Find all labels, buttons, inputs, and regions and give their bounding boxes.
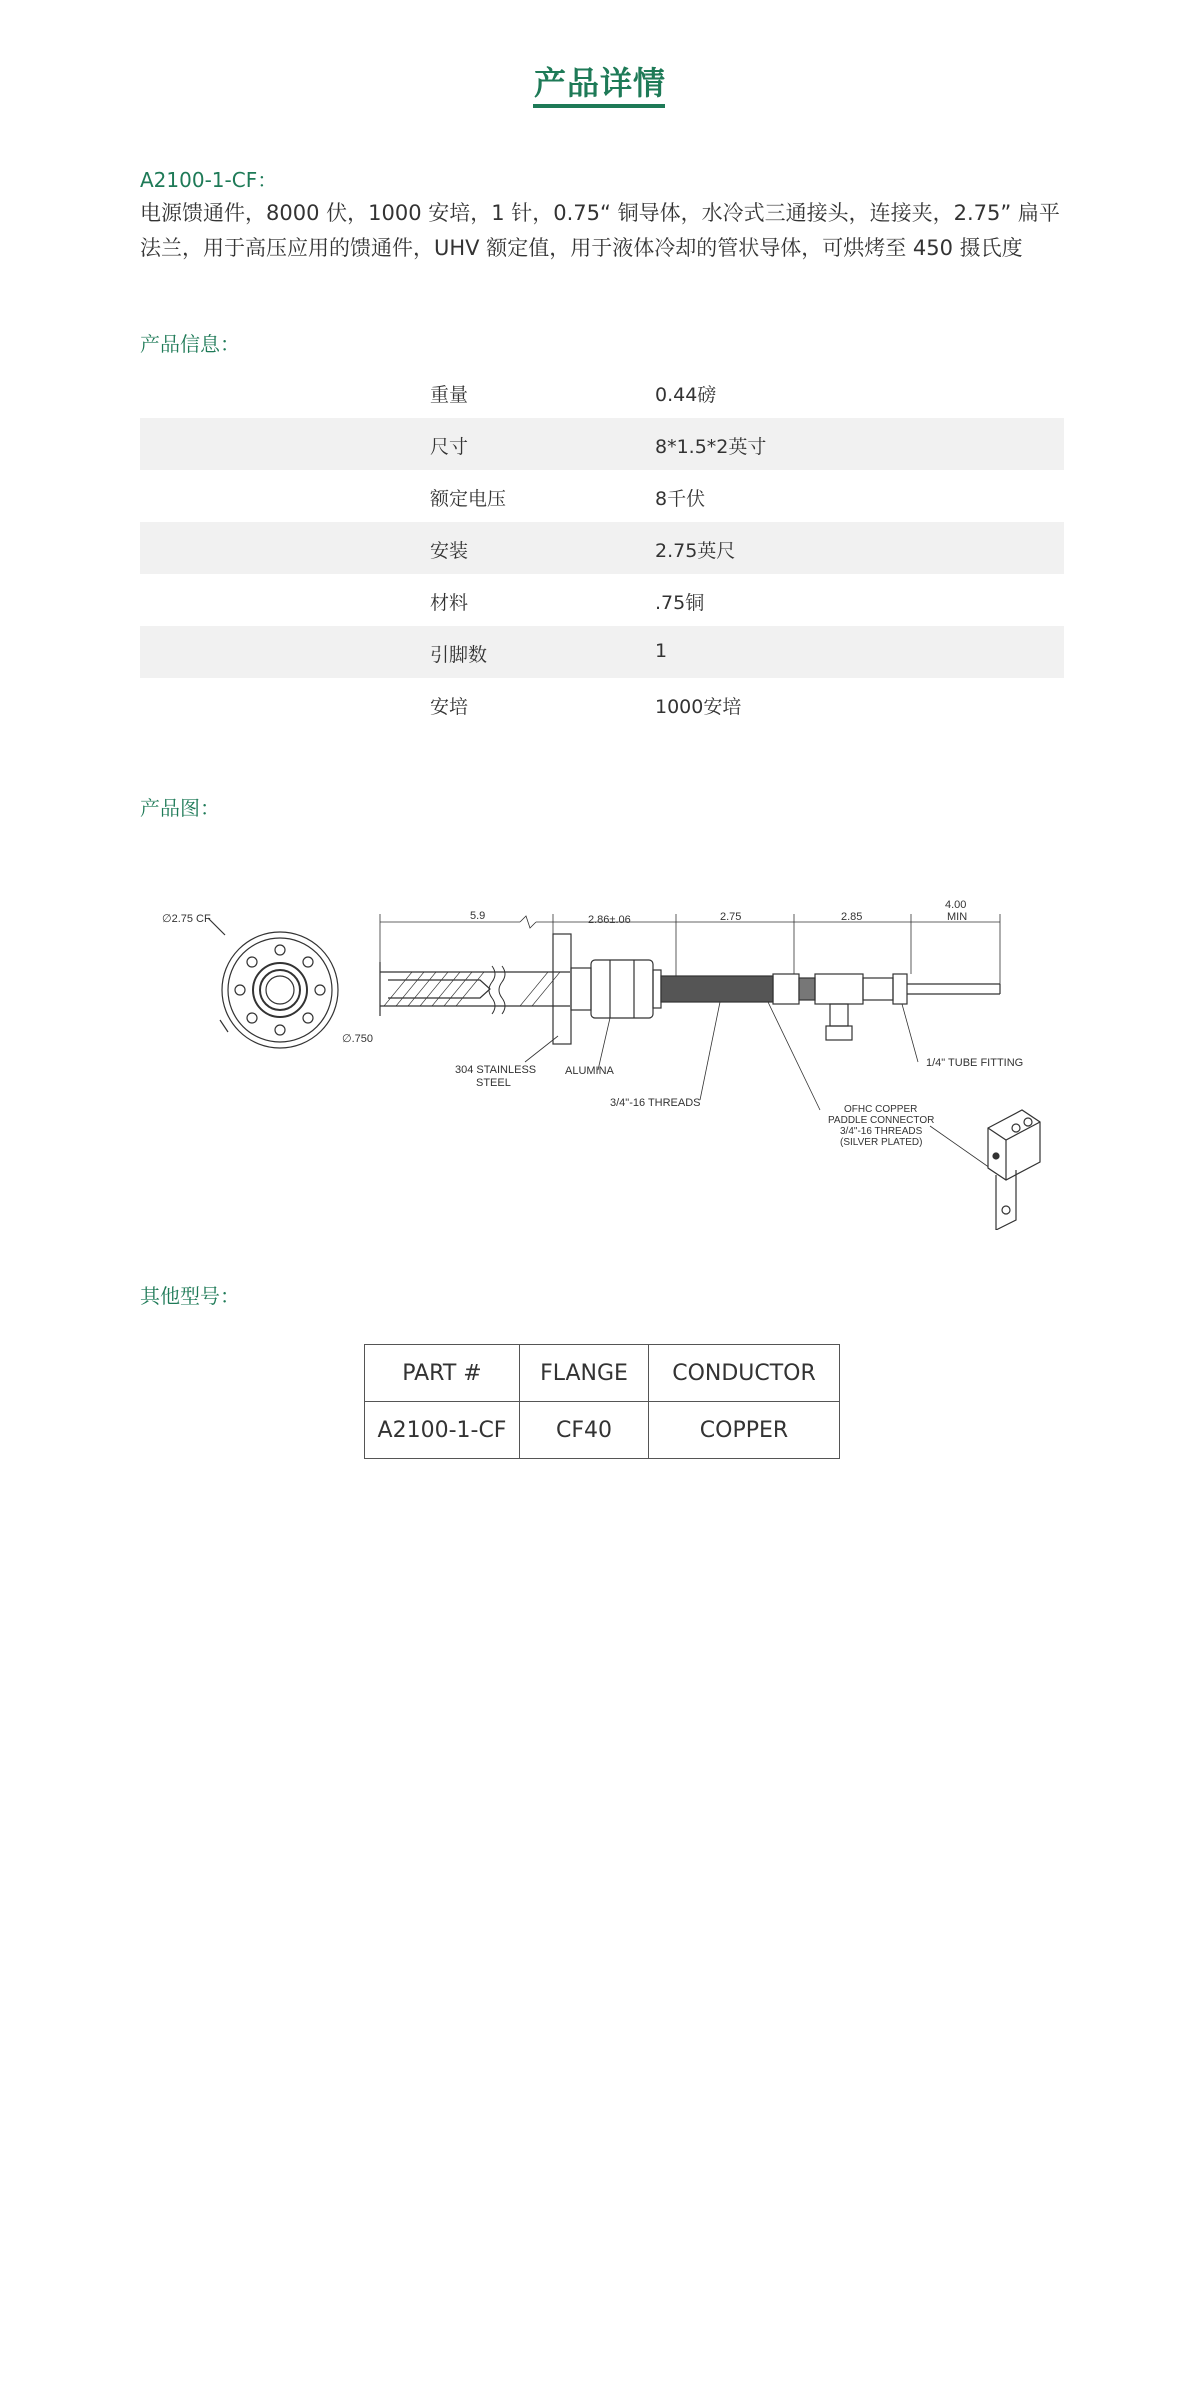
column-header: FLANGE: [520, 1345, 649, 1402]
spec-key: 安培: [430, 696, 469, 718]
product-info-label: 产品信息：: [140, 332, 240, 356]
table-cell: A2100-1-CF: [365, 1402, 520, 1459]
tube-fitting-label: 1/4" TUBE FITTING: [926, 1057, 1024, 1069]
technical-drawing: [140, 870, 1080, 1230]
title-underline: [533, 104, 665, 108]
steel-label-1: 304 STAINLESS: [455, 1064, 537, 1076]
spec-value: 0.44磅: [655, 384, 717, 406]
dim-2-85: 2.85: [841, 911, 863, 923]
flange-dia-label: ∅2.75 CF: [162, 913, 211, 925]
steel-label-2: STEEL: [476, 1077, 511, 1089]
paddle-connector: [988, 1110, 1040, 1230]
dim-2-75: 2.75: [720, 911, 742, 923]
spec-row: [140, 522, 1064, 574]
product-model: A2100-1-CF：: [140, 168, 278, 192]
spec-value: 2.75英尺: [655, 540, 736, 562]
threads-label: 3/4"-16 THREADS: [610, 1097, 701, 1109]
spec-value: 8*1.5*2英寸: [655, 436, 767, 458]
paddle-label-4: (SILVER PLATED): [840, 1137, 923, 1148]
alumina-label: ALUMINA: [565, 1065, 614, 1077]
table-cell: COPPER: [649, 1402, 840, 1459]
spec-table: [140, 366, 1064, 730]
spec-row: [140, 418, 1064, 470]
page-title: 产品详情: [533, 64, 666, 102]
spec-value: 1000安培: [655, 696, 742, 718]
paddle-label-3: 3/4"-16 THREADS: [840, 1126, 923, 1137]
spec-row: [140, 626, 1064, 678]
spec-key: 额定电压: [430, 488, 507, 510]
spec-row: [140, 366, 1064, 418]
table-row: [365, 1402, 840, 1459]
paddle-label-2: PADDLE CONNECTOR: [828, 1115, 935, 1126]
column-header: CONDUCTOR: [649, 1345, 840, 1402]
spec-key: 重量: [430, 384, 469, 406]
spec-key: 引脚数: [430, 644, 488, 666]
column-header: PART #: [365, 1345, 520, 1402]
spec-key: 安装: [430, 540, 469, 562]
product-image-label: 产品图：: [140, 796, 220, 820]
spec-value: .75铜: [655, 592, 705, 614]
spec-value: 1: [655, 640, 668, 662]
dim-4-00: 4.00: [945, 899, 967, 911]
paddle-label-1: OFHC COPPER: [844, 1104, 918, 1115]
spec-key: 尺寸: [430, 436, 469, 458]
flange-front-view: [208, 918, 338, 1048]
spec-row: [140, 574, 1064, 626]
other-models-label: 其他型号：: [140, 1284, 240, 1308]
other-models-table: [364, 1344, 840, 1459]
dim-5-9: 5.9: [470, 910, 486, 922]
dim-2-86: 2.86±.06: [588, 914, 631, 926]
table-cell: CF40: [520, 1402, 649, 1459]
spec-row: [140, 678, 1064, 730]
product-description: 电源馈通件，8000 伏，1000 安培，1 针，0.75“ 铜导体，水冷式三通接头，连接夹，2.75” 扁平法兰，用于高压应用的馈通件，UHV 额定值，用于液体冷却的管状导体，可烘烤至 450 摄氏度: [140, 201, 1060, 260]
spec-value: 8千伏: [655, 488, 706, 510]
side-view: [380, 934, 1000, 1044]
conductor-dia-label: ∅.750: [342, 1033, 373, 1045]
table-header-row: [365, 1345, 840, 1402]
dim-min: MIN: [947, 911, 968, 923]
spec-key: 材料: [430, 592, 469, 614]
spec-row: [140, 470, 1064, 522]
